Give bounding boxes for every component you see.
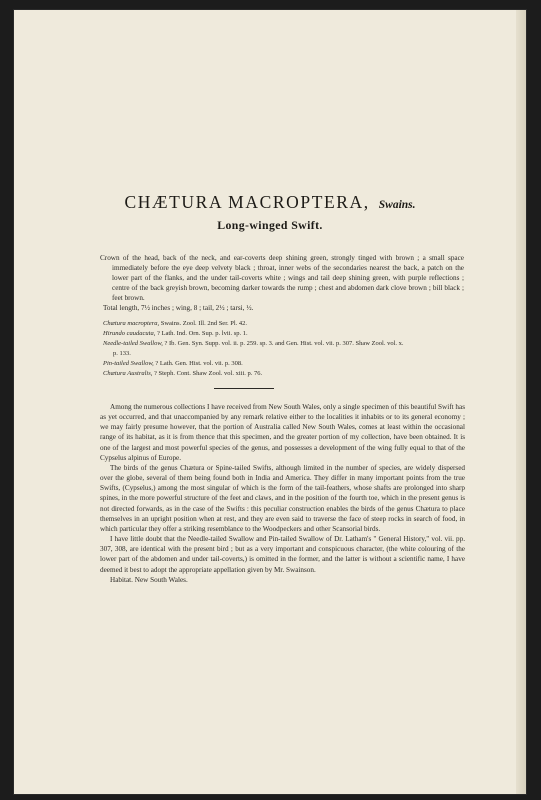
- measurements: Total length, 7½ inches ; wing, 8 ; tail, 2½ ; tarsi, ½.: [103, 304, 254, 312]
- species-name: CHÆTURA MACROPTERA,: [124, 192, 370, 212]
- paragraph: Among the numerous collections I have received from New South Wales, only a single specimen of this beautiful Swift has as yet occurred, and that unaccompanied by any remark relative either to the localities it inhabits or to its general economy ; we may fairly presume however, that the portion of Australia called New South Wales, comes at least within the occasional range of its habitat, as it is from thence that this specimen, and the greater portion of my collection, have been obtained. It is one of the largest and most powerful species of the genus, and possesses a development of the wing fully equal to that of the Cypselus alpinus of Europe.: [100, 403, 465, 462]
- book-page: [14, 10, 526, 794]
- page-title: [14, 192, 526, 213]
- paragraph: I have little doubt that the Needle-tailed Swallow and Pin-tailed Swallow of Dr. Latham's " General History," vol. vii. pp. 307, 308, are identical with the present bird ; but as a very important and conspicuous character, (the white colouring of the lower part of the abdomen and under tail-coverts,) is omitted in the former, and the latter is without a scientific name, I have deemed it best to adopt the appropriate appellation given by Mr. Swainson.: [100, 535, 465, 574]
- common-name: Long-winged Swift.: [217, 218, 323, 232]
- page-edge-shadow: [516, 10, 526, 794]
- synonym-entry: Needle-tailed Swallow, ? Ib. Gen. Syn. Supp. vol. ii. p. 259. sp. 3. and Gen. Hist. vol. vii. p. 307. Shaw Zool. vol. x.: [103, 339, 404, 347]
- synonym-entry: Hirundo caudacuta, ? Lath. Ind. Orn. Sup. p. lvii. sp. 1.: [103, 329, 248, 337]
- paragraph: The birds of the genus Chætura or Spine-tailed Swifts, although limited in the number of species, are widely dispersed over the globe, several of them being found both in India and America. They differ in many important points from the true Swifts, (Cypselus,) among the most singular of which is the form of the tail-feathers, whose shafts are prolonged into sharp spines, in the more powerful structure of the feet and claws, and in the position of the fourth toe, which in the present genus is not directed forwards, as in the case of the Swifts : this peculiar construction enables the birds of the genus Chætura to place themselves in an upright position when at rest, and they are even said to traverse the face of steep rocks in search of food, in which particular they offer a striking resemblance to the Woodpeckers and other Scansorial birds.: [100, 463, 465, 533]
- species-description: Crown of the head, back of the neck, and ear-coverts deep shining green, strongly tinged with brown ; a small space immediately before the eye deep velvety black ; throat, inner webs of the secondaries nearest the back, a patch on the lower part of the flanks, and the under tail-coverts white ; wings and tail deep shining green, with purple reflections ; centre of the back greyish brown, becoming darker towards the rump ; chest and abdomen dark clove brown ; bill black ; feet brown.: [100, 254, 464, 303]
- section-divider: [214, 388, 274, 389]
- synonym-entry: Chætura Australis, ? Steph. Cont. Shaw Zool. vol. xiii. p. 76.: [103, 369, 263, 377]
- synonym-entry: Chætura macroptera, Swains. Zool. Ill. 2nd Ser. Pl. 42.: [103, 320, 248, 327]
- synonym-continuation: p. 133.: [113, 349, 131, 357]
- synonym-entry: Pin-tailed Swallow, ? Lath. Gen. Hist. vol. vii. p. 308.: [103, 359, 243, 367]
- species-authority: Swains.: [378, 199, 416, 211]
- synonymy-list: [103, 319, 475, 378]
- habitat-line: Habitat. New South Wales.: [110, 575, 188, 584]
- main-text: [100, 402, 465, 585]
